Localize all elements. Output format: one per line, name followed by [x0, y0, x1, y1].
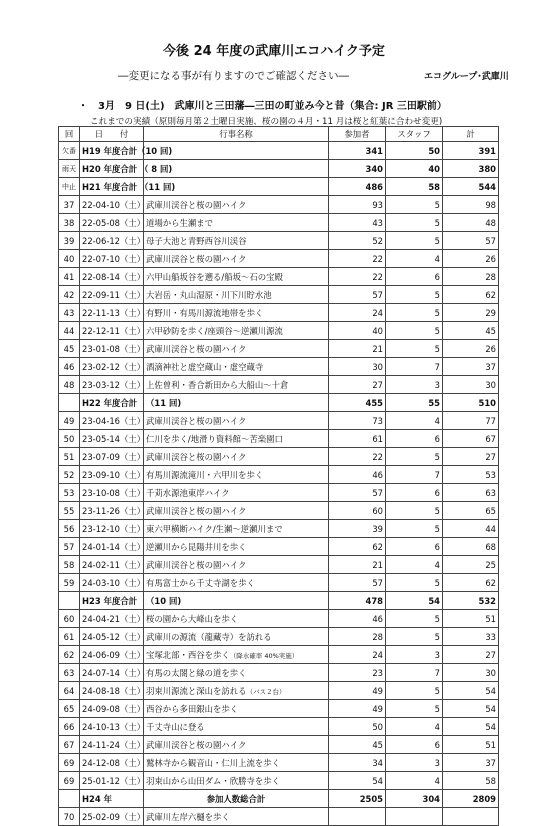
cell-event-name: 千丈寺山に登る [144, 718, 329, 736]
cell-date: 23-01-08（土） [80, 340, 144, 358]
cell-staff: 6 [386, 538, 443, 556]
cell-staff: 55 [386, 394, 443, 412]
event-name-text: 宝塚北部・西谷を歩く [146, 649, 230, 660]
cell-total [443, 808, 499, 826]
cell-staff: 7 [386, 664, 443, 682]
cell-event-name: 六甲砂防を歩く/座頭谷～逆瀬川源流 [144, 322, 329, 340]
table-row [59, 646, 499, 664]
cell-staff [386, 808, 443, 826]
table-row [59, 808, 499, 826]
cell-date: 24-06-09（土） [80, 646, 144, 664]
cell-participants: 28 [329, 628, 386, 646]
cell-no: 60 [59, 610, 80, 628]
cell-event-name [144, 646, 329, 664]
cell-participants: 60 [329, 502, 386, 520]
cell-participants: 43 [329, 214, 386, 232]
cell-participants [329, 808, 386, 826]
cell-total: 51 [443, 736, 499, 754]
cell-no: 59 [59, 574, 80, 592]
cell-participants: 52 [329, 232, 386, 250]
cell-no: 43 [59, 304, 80, 322]
cell-staff: 304 [386, 790, 443, 808]
cell-total: 98 [443, 196, 499, 214]
table-row [59, 484, 499, 502]
cell-total: 28 [443, 268, 499, 286]
cell-total: 48 [443, 214, 499, 232]
header-no: 回 [59, 127, 80, 142]
cell-total: 63 [443, 484, 499, 502]
cell-event-name: （11 回) [144, 394, 329, 412]
cell-date: H21 年度合計 （11 回) [80, 178, 144, 196]
cell-participants: 478 [329, 592, 386, 610]
cell-date: 24-09-08（土） [80, 700, 144, 718]
cell-staff: 5 [386, 628, 443, 646]
cell-participants: 340 [329, 160, 386, 178]
cell-total: 380 [443, 160, 499, 178]
cell-no: 53 [59, 484, 80, 502]
cell-total: 26 [443, 340, 499, 358]
table-row [59, 502, 499, 520]
summary-row [59, 394, 499, 412]
cell-date: 23-05-14（土） [80, 430, 144, 448]
table-row [59, 358, 499, 376]
table-row [59, 268, 499, 286]
cell-event-name: 桜の園から大峰山を歩く [144, 610, 329, 628]
cell-staff: 4 [386, 718, 443, 736]
cell-event-name: 仁川を歩く/地滑り資料館～苦楽園口 [144, 430, 329, 448]
cell-event-name [144, 682, 329, 700]
cell-total: 54 [443, 700, 499, 718]
cell-participants: 49 [329, 700, 386, 718]
cell-no: 49 [59, 412, 80, 430]
header-participants: 参加者 [329, 127, 386, 142]
cell-participants: 30 [329, 358, 386, 376]
cell-participants: 73 [329, 412, 386, 430]
cell-participants: 54 [329, 772, 386, 790]
table-row [59, 214, 499, 232]
cell-date: 24-04-21（土） [80, 610, 144, 628]
cell-participants: 62 [329, 538, 386, 556]
cell-date: 22-09-11（土） [80, 286, 144, 304]
cell-participants: 22 [329, 268, 386, 286]
table-row [59, 574, 499, 592]
event-name-note: （バス２台） [246, 687, 286, 696]
cell-no: 48 [59, 376, 80, 394]
table-row [59, 430, 499, 448]
cell-date: 24-01-14（土） [80, 538, 144, 556]
cell-event-name: 有馬の太閤と緑の道を歩く [144, 664, 329, 682]
cell-total: 2809 [443, 790, 499, 808]
cell-no: 38 [59, 214, 80, 232]
table-row [59, 682, 499, 700]
cell-date: H20 年度合計 （ 8 回) [80, 160, 144, 178]
cell-total: 544 [443, 178, 499, 196]
cell-staff: 5 [386, 520, 443, 538]
table-row [59, 448, 499, 466]
cell-participants: 341 [329, 142, 386, 160]
summary-row [59, 142, 499, 160]
cell-no: 57 [59, 538, 80, 556]
grand-total-row [59, 790, 499, 808]
cell-total: 53 [443, 466, 499, 484]
cell-participants: 2505 [329, 790, 386, 808]
cell-total: 51 [443, 610, 499, 628]
cell-date: 24-12-08（土） [80, 754, 144, 772]
cell-no: 51 [59, 448, 80, 466]
table-row [59, 376, 499, 394]
cell-total: 30 [443, 376, 499, 394]
cell-total: 27 [443, 646, 499, 664]
cell-total: 25 [443, 556, 499, 574]
table-row [59, 232, 499, 250]
cell-event-name: 武庫川渓谷と桜の園ハイク [144, 340, 329, 358]
cell-participants: 49 [329, 682, 386, 700]
cell-date: 23-12-10（土） [80, 520, 144, 538]
cell-date: 22-07-10（土） [80, 250, 144, 268]
table-row [59, 196, 499, 214]
cell-participants: 61 [329, 430, 386, 448]
cell-no: 46 [59, 358, 80, 376]
cell-event-name: 有馬富士から千丈寺湖を歩く [144, 574, 329, 592]
cell-total: 67 [443, 430, 499, 448]
cell-participants: 24 [329, 304, 386, 322]
cell-event-name: 武庫川渓谷と桜の園ハイク [144, 736, 329, 754]
cell-total: 391 [443, 142, 499, 160]
cell-staff: 4 [386, 250, 443, 268]
page-title: 今後 24 年度の武庫川エコハイク予定 [163, 44, 385, 59]
cell-event-name: 酒滴神社と虚空蔵山・虚空蔵寺 [144, 358, 329, 376]
table-row [59, 700, 499, 718]
cell-total: 37 [443, 358, 499, 376]
table-row [59, 520, 499, 538]
cell-participants: 57 [329, 286, 386, 304]
cell-staff: 5 [386, 214, 443, 232]
cell-staff: 5 [386, 286, 443, 304]
cell-event-name: 武庫川渓谷と桜の園ハイク [144, 250, 329, 268]
cell-staff: 3 [386, 376, 443, 394]
table-row [59, 772, 499, 790]
cell-event-name: 武庫川渓谷と桜の園ハイク [144, 502, 329, 520]
cell-staff: 5 [386, 700, 443, 718]
cell-staff: 6 [386, 430, 443, 448]
cell-staff: 4 [386, 412, 443, 430]
cell-total: 57 [443, 232, 499, 250]
cell-no: 37 [59, 196, 80, 214]
cell-total: 30 [443, 664, 499, 682]
cell-total: 27 [443, 448, 499, 466]
cell-staff: 54 [386, 592, 443, 610]
table-row [59, 610, 499, 628]
cell-total: 37 [443, 754, 499, 772]
cell-event-name: 武庫川の源流（龍藏寺）を訪れる [144, 628, 329, 646]
cell-no: 61 [59, 628, 80, 646]
cell-event-name: 鷲林寺から観音山・仁川上流を歩く [144, 754, 329, 772]
summary-row [59, 160, 499, 178]
cell-date: 23-04-16（土） [80, 412, 144, 430]
cell-no: 50 [59, 430, 80, 448]
cell-no: 66 [59, 718, 80, 736]
cell-event-name: 武庫川渓谷と桜の園ハイク [144, 412, 329, 430]
cell-date: 22-11-13（土） [80, 304, 144, 322]
cell-date: 24-08-18（土） [80, 682, 144, 700]
cell-no: 42 [59, 286, 80, 304]
cell-event-name: 武庫川渓谷と桜の園ハイク [144, 448, 329, 466]
cell-staff: 5 [386, 682, 443, 700]
cell-date: 22-06-12（土） [80, 232, 144, 250]
header-event-name: 行事名称 [144, 127, 329, 142]
cell-no: 62 [59, 646, 80, 664]
records-note: これまでの実績（原則毎月第２土曜日実施、桜の園の４月・11 月は桜と紅葉に合わせ変更) [90, 117, 443, 127]
cell-event-name: 道場から生瀬まで [144, 214, 329, 232]
cell-event-name: 東六甲横断ハイク/生瀬～逆瀬川まで [144, 520, 329, 538]
cell-total: 33 [443, 628, 499, 646]
cell-no: 69 [59, 772, 80, 790]
cell-staff: 58 [386, 178, 443, 196]
cell-total: 62 [443, 574, 499, 592]
cell-staff: 5 [386, 574, 443, 592]
cell-event-name: 大岩岳・丸山湿原・川下川貯水池 [144, 286, 329, 304]
cell-event-name: 母子大池と青野西谷川渓谷 [144, 232, 329, 250]
table-row [59, 664, 499, 682]
cell-no: 41 [59, 268, 80, 286]
cell-no: 中止 [59, 178, 80, 196]
cell-no: 44 [59, 322, 80, 340]
cell-no: 52 [59, 466, 80, 484]
cell-participants: 24 [329, 646, 386, 664]
cell-participants: 21 [329, 340, 386, 358]
cell-total: 62 [443, 286, 499, 304]
cell-date: 23-10-08（土） [80, 484, 144, 502]
cell-event-name: 六甲山船坂谷を遡る/船坂～石の宝殿 [144, 268, 329, 286]
table-header-row [59, 127, 499, 142]
cell-staff: 5 [386, 448, 443, 466]
cell-event-name: 武庫川渓谷と桜の園ハイク [144, 196, 329, 214]
cell-staff: 5 [386, 304, 443, 322]
cell-event-name: 千苅水源池東岸ハイク [144, 484, 329, 502]
cell-staff: 3 [386, 754, 443, 772]
event-name-note: （降水確率 40%実施） [229, 651, 299, 660]
cell-participants: 455 [329, 394, 386, 412]
cell-staff: 6 [386, 484, 443, 502]
cell-no [59, 790, 80, 808]
cell-staff: 7 [386, 466, 443, 484]
cell-date: H19 年度合計（10 回) [80, 142, 144, 160]
table-row [59, 754, 499, 772]
cell-date: 23-09-10（土） [80, 466, 144, 484]
cell-date: 22-04-10（土） [80, 196, 144, 214]
cell-no: 58 [59, 556, 80, 574]
cell-participants: 46 [329, 466, 386, 484]
organization-name: エコグループ･武庫川 [424, 72, 509, 82]
cell-event-name: 参加人数総合計 [144, 790, 329, 808]
cell-staff: 3 [386, 646, 443, 664]
cell-staff: 5 [386, 610, 443, 628]
cell-staff: 4 [386, 772, 443, 790]
cell-date: 24-05-12（土） [80, 628, 144, 646]
page-subtitle: ―変更になる事が有りますのでご確認ください― [118, 70, 349, 82]
cell-participants: 34 [329, 754, 386, 772]
cell-participants: 22 [329, 448, 386, 466]
cell-participants: 57 [329, 574, 386, 592]
cell-no: 70 [59, 808, 80, 826]
cell-total: 58 [443, 772, 499, 790]
cell-participants: 22 [329, 250, 386, 268]
cell-staff: 5 [386, 502, 443, 520]
cell-date: H22 年度合計 [80, 394, 144, 412]
cell-staff: 7 [386, 358, 443, 376]
cell-date: 23-07-09（土） [80, 448, 144, 466]
cell-staff: 6 [386, 736, 443, 754]
records-table [58, 126, 499, 826]
cell-no: 63 [59, 664, 80, 682]
cell-total: 54 [443, 718, 499, 736]
cell-event-name: 有野川・有馬川源流地帯を歩く [144, 304, 329, 322]
cell-participants: 21 [329, 556, 386, 574]
cell-event-name: 有馬川源流滝川・六甲川を歩く [144, 466, 329, 484]
summary-row [59, 592, 499, 610]
cell-total: 532 [443, 592, 499, 610]
cell-date: 25-02-09（土） [80, 808, 144, 826]
cell-no [59, 394, 80, 412]
cell-date: 24-11-24（土） [80, 736, 144, 754]
cell-participants: 40 [329, 322, 386, 340]
cell-participants: 23 [329, 664, 386, 682]
cell-participants: 27 [329, 376, 386, 394]
cell-no: 56 [59, 520, 80, 538]
cell-date: 24-03-10（土） [80, 574, 144, 592]
event-name-text: 羽束川源流と深山を訪れる [146, 685, 247, 696]
cell-total: 54 [443, 682, 499, 700]
table-row [59, 538, 499, 556]
cell-participants: 39 [329, 520, 386, 538]
table-row [59, 250, 499, 268]
cell-no: 67 [59, 736, 80, 754]
cell-participants: 57 [329, 484, 386, 502]
cell-total: 26 [443, 250, 499, 268]
cell-date: 23-03-12（土） [80, 376, 144, 394]
cell-no: 39 [59, 232, 80, 250]
cell-staff: 5 [386, 322, 443, 340]
cell-event-name: 武庫川左岸六樋を歩く [144, 808, 329, 826]
cell-participants: 46 [329, 610, 386, 628]
cell-event-name: 上佐曽利・香合新田から大船山～十倉 [144, 376, 329, 394]
cell-no: 45 [59, 340, 80, 358]
cell-no: 65 [59, 700, 80, 718]
table-row [59, 718, 499, 736]
table-row [59, 556, 499, 574]
cell-date: 22-08-14（土） [80, 268, 144, 286]
table-row [59, 322, 499, 340]
table-row [59, 286, 499, 304]
cell-total: 45 [443, 322, 499, 340]
table-row [59, 628, 499, 646]
table-row [59, 736, 499, 754]
cell-event-name: （10 回) [144, 592, 329, 610]
cell-date: 25-01-12（土） [80, 772, 144, 790]
cell-date: 24-10-13（土） [80, 718, 144, 736]
table-row [59, 466, 499, 484]
table-row [59, 412, 499, 430]
cell-no: 40 [59, 250, 80, 268]
cell-staff: 6 [386, 268, 443, 286]
cell-date: H24 年 [80, 790, 144, 808]
cell-participants: 45 [329, 736, 386, 754]
cell-no: 69 [59, 754, 80, 772]
cell-date: 24-07-14（土） [80, 664, 144, 682]
cell-staff: 4 [386, 556, 443, 574]
cell-no: 雨天 [59, 160, 80, 178]
cell-event-name: 西谷から多田銀山を歩く [144, 700, 329, 718]
cell-staff: 5 [386, 232, 443, 250]
cell-date: 24-02-11（土） [80, 556, 144, 574]
cell-total: 77 [443, 412, 499, 430]
header-total: 計 [443, 127, 499, 142]
cell-date: 23-02-12（土） [80, 358, 144, 376]
cell-total: 68 [443, 538, 499, 556]
cell-no: 64 [59, 682, 80, 700]
cell-no: 55 [59, 502, 80, 520]
cell-date: 23-11-26（土） [80, 502, 144, 520]
upcoming-event: ・ 3月 9 日(土) 武庫川と三田藩―三田の町並み今と昔（集合: JR 三田駅前） [78, 101, 447, 112]
cell-date: H23 年度合計 [80, 592, 144, 610]
cell-date: 22-05-08（土） [80, 214, 144, 232]
header-date: 日 付 [80, 127, 144, 142]
cell-no [59, 592, 80, 610]
header-staff: スタッフ [386, 127, 443, 142]
cell-no: 欠番 [59, 142, 80, 160]
cell-total: 29 [443, 304, 499, 322]
cell-staff: 5 [386, 196, 443, 214]
summary-row [59, 178, 499, 196]
cell-participants: 93 [329, 196, 386, 214]
table-row [59, 340, 499, 358]
cell-participants: 50 [329, 718, 386, 736]
cell-total: 510 [443, 394, 499, 412]
cell-event-name: 逆瀬川から昆陽井川を歩く [144, 538, 329, 556]
cell-participants: 486 [329, 178, 386, 196]
cell-staff: 40 [386, 160, 443, 178]
table-row [59, 304, 499, 322]
cell-staff: 50 [386, 142, 443, 160]
cell-total: 65 [443, 502, 499, 520]
cell-date: 22-12-11（土） [80, 322, 144, 340]
cell-event-name: 武庫川渓谷と桜の園ハイク [144, 556, 329, 574]
cell-staff: 5 [386, 340, 443, 358]
cell-event-name: 羽束山から山田ダム・欣勝寺を歩く [144, 772, 329, 790]
cell-total: 44 [443, 520, 499, 538]
